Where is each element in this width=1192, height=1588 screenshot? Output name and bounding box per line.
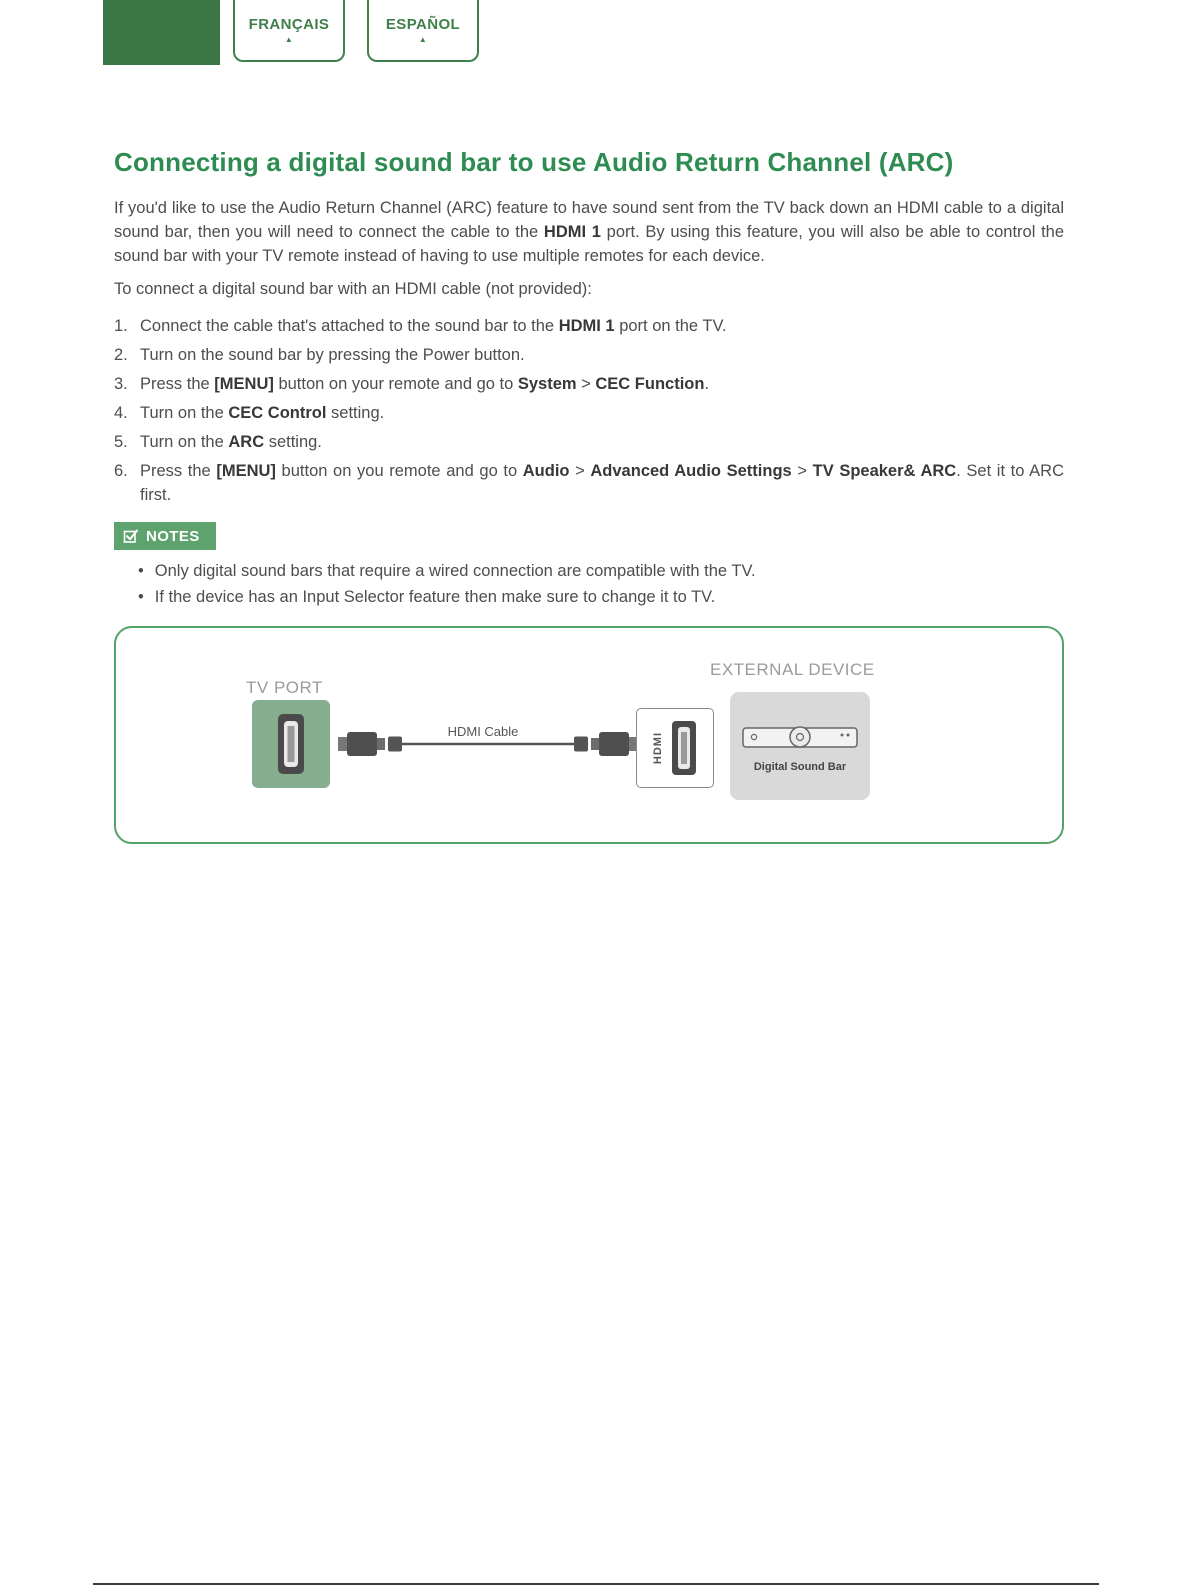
page-content (0, 146, 1192, 844)
note-item (138, 558, 1064, 584)
digital-sound-bar (730, 692, 870, 800)
tab-francais-label: FRANÇAIS (248, 16, 330, 33)
bullet-icon: • (138, 588, 144, 606)
bullet-icon: • (138, 562, 144, 580)
note-text: If the device has an Input Selector feature then make sure to change it to TV. (154, 588, 716, 606)
step-item (114, 314, 1064, 338)
hdmi-port-text: HDMI (652, 731, 664, 765)
external-device-label: EXTERNAL DEVICE (710, 660, 875, 679)
tv-port-label: TV PORT (246, 678, 323, 697)
step-number: 6. (114, 462, 128, 480)
step-text: Press the [MENU] button on your remote and go to System > CEC Function. (140, 375, 710, 393)
note-item (138, 584, 1064, 610)
brand-color-block (103, 0, 220, 65)
steps-list (114, 314, 1064, 507)
notes-badge-label: NOTES (146, 527, 200, 545)
note-text: Only digital sound bars that require a wired connection are compatible with the TV. (154, 562, 756, 580)
connection-diagram (114, 626, 1064, 844)
tab-francais[interactable] (233, 0, 345, 62)
hdmi-plug-body (599, 732, 629, 756)
step-item (114, 372, 1064, 396)
intro-paragraph: If you'd like to use the Audio Return Channel (ARC) feature to have sound sent from the TV back down an HDMI cable to a digital sound bar, then you will need to connect the cable to the HDMI 1 port. By using this feature, you will also be able to control the sound bar with your TV remote instead of having to use multiple remotes for each device. (114, 199, 1065, 265)
step-text: Turn on the ARC setting. (140, 433, 322, 451)
external-hdmi-port (636, 708, 714, 788)
ferrite-bead (388, 737, 402, 752)
tv-hdmi-port (252, 700, 330, 788)
step-item (114, 343, 1064, 367)
step-text: Turn on the sound bar by pressing the Power button. (140, 346, 525, 364)
checkbox-check-icon (123, 528, 139, 544)
step-text: Connect the cable that's attached to the sound bar to the HDMI 1 port on the TV. (140, 317, 727, 335)
step-number: 3. (114, 375, 128, 393)
ferrite-bead (574, 737, 588, 752)
triangle-up-icon: ▲ (284, 35, 294, 44)
sound-bar-label: Digital Sound Bar (753, 761, 847, 773)
footer-rule (93, 1583, 1099, 1585)
step-number: 1. (114, 317, 128, 335)
hdmi-plug-tip (338, 737, 347, 751)
tab-espanol[interactable] (367, 0, 479, 62)
step-text: Press the [MENU] button on you remote and go to Audio > Advanced Audio Settings > TV Speaker& ARC. Set it to ARC first. (140, 462, 1064, 504)
step-text: Turn on the CEC Control setting. (140, 404, 385, 422)
step-item (114, 430, 1064, 454)
sound-bar-illustration (741, 719, 859, 755)
page-title: Connecting a digital sound bar to use Audio Return Channel (ARC) (114, 147, 954, 177)
triangle-up-icon: ▲ (418, 35, 428, 44)
notes-badge (114, 522, 216, 550)
hdmi-plug-body (347, 732, 377, 756)
hdmi-port-icon (274, 712, 308, 776)
step-number: 5. (114, 433, 128, 451)
hdmi-cable-label: HDMI Cable (447, 724, 519, 739)
step-number: 2. (114, 346, 128, 364)
lead-in-paragraph: To connect a digital sound bar with an HDMI cable (not provided): (114, 280, 592, 298)
hdmi-port-icon (670, 719, 698, 777)
notes-list (138, 558, 1064, 610)
step-number: 4. (114, 404, 128, 422)
tab-espanol-label: ESPAÑOL (385, 16, 461, 33)
step-item (114, 459, 1064, 507)
step-item (114, 401, 1064, 425)
